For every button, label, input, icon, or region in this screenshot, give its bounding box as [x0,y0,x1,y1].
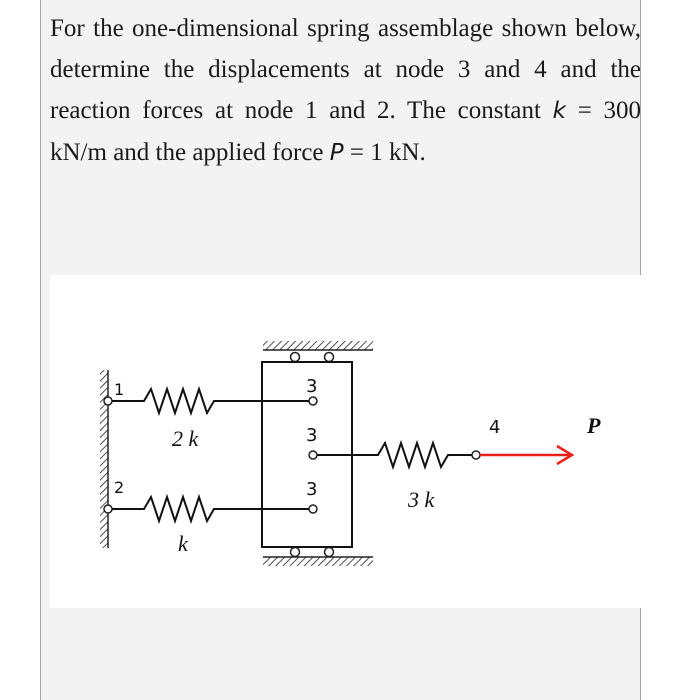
spring-2k-label: 2 k [172,426,199,451]
node-3-bottom [309,505,317,513]
spring-diagram [50,275,642,608]
node-1 [104,397,112,405]
node-1-label: 1 [114,380,125,399]
spring-3k [317,443,472,467]
bottom-roller-support [263,548,373,567]
k-symbol: k [552,98,566,124]
node-4-label: 4 [489,417,501,438]
spring-k-label: k [178,531,188,556]
node-3-top [309,397,317,405]
node-3-bottom-label: 3 [306,479,318,500]
question-text: For the one-dimensional spring assemblage shown below, determine the displacements at node 3 and 4 and the reaction forces at node 1 and 2. The constant k = 300 kN/m and the applied force P = 1 kN. [50,15,641,166]
node-4 [472,451,480,459]
node-3-mid-label: 3 [306,425,318,446]
spring-k [112,497,262,521]
node-2 [104,505,112,513]
node-2-label: 2 [114,478,125,497]
node-3-mid [309,451,317,459]
force-label: P [587,413,601,438]
top-roller-support [263,341,373,362]
node-3-top-label: 3 [306,376,318,397]
force-arrow [480,446,572,464]
spring-assemblage-figure [50,275,642,608]
p-symbol: P [329,140,344,166]
spring-2k [112,389,262,413]
spring-3k-label: 3 k [408,487,435,512]
